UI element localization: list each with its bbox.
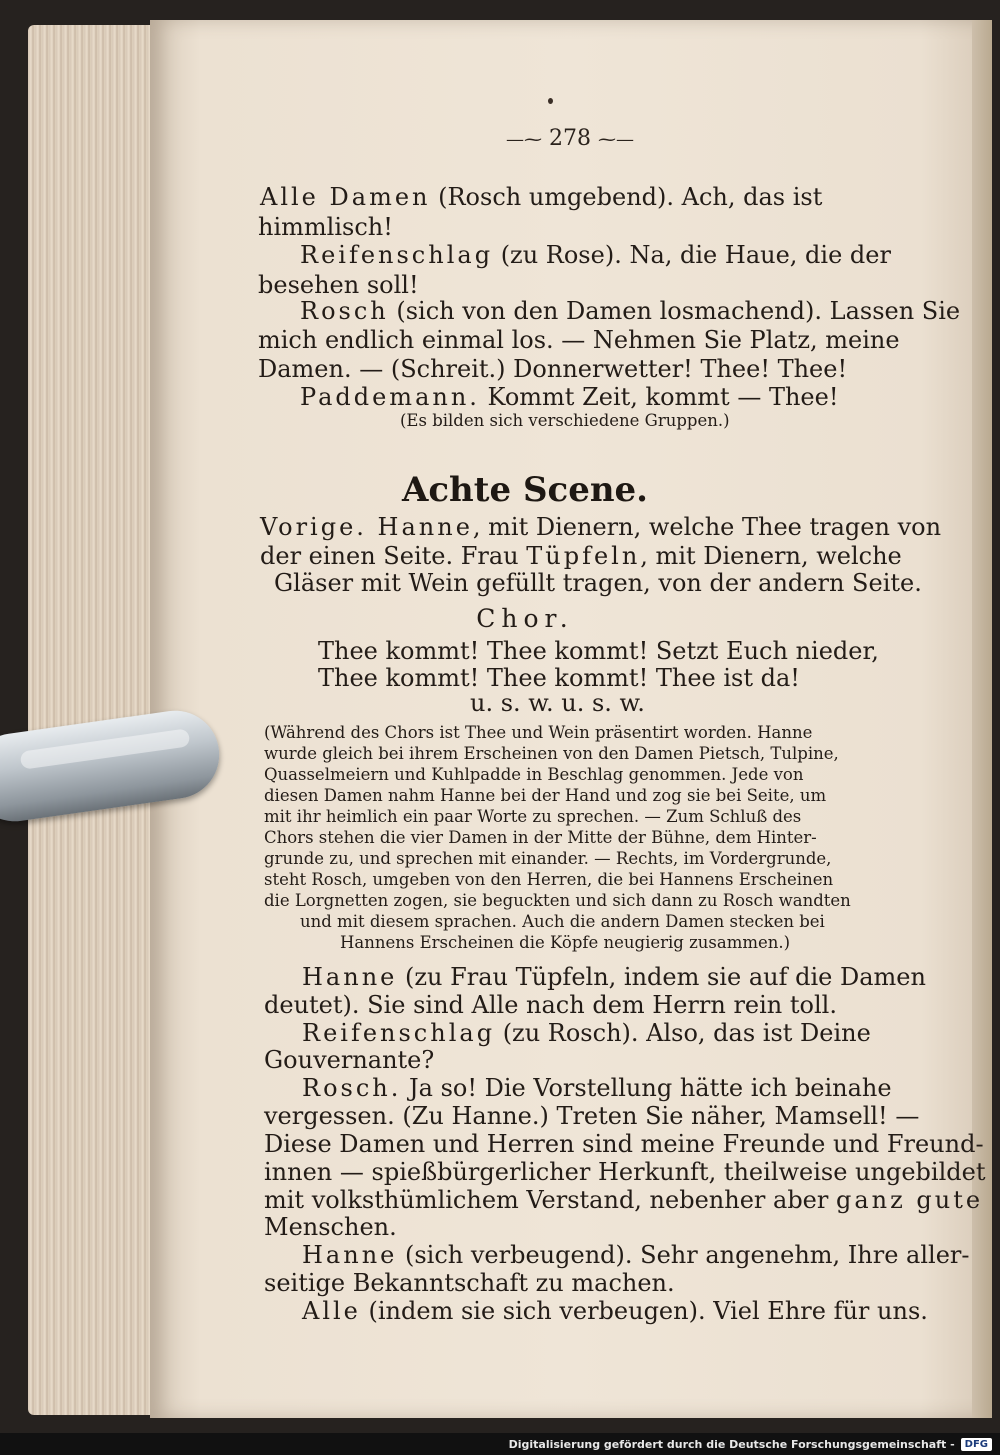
dialogue-text: (sich von den Damen losmachend). Lassen Sie <box>388 297 961 325</box>
stage-direction-line: diesen Damen nahm Hanne bei der Hand und zog sie bei Seite, um <box>264 786 827 805</box>
stage-direction-line: mit ihr heimlich ein paar Worte zu sprechen. — Zum Schluß des <box>264 807 802 826</box>
stage-direction-line: grunde zu, und sprechen mit einander. — Rechts, im Vordergrunde, <box>264 849 832 868</box>
stage-direction-line: die Lorgnetten zogen, sie beguckten und sich dann zu Rosch wandten <box>264 891 851 910</box>
dialogue-text: Ja so! Die Vorstellung hätte ich beinahe <box>401 1074 892 1102</box>
dialogue-text: Kommt Zeit, kommt — Thee! <box>479 383 839 411</box>
page-number <box>480 126 660 151</box>
text-line: deutet). Sie sind Alle nach dem Herrn rein toll. <box>264 991 837 1019</box>
dialogue-text: , mit Dienern, welche <box>640 542 902 570</box>
speaker-name: Alle <box>302 1297 361 1325</box>
text-line <box>300 382 838 412</box>
dialogue-text: der einen Seite. Frau <box>260 542 527 570</box>
footer-credit: Digitalisierung gefördert durch die Deutsche Forschungsgemeinschaft - <box>508 1437 955 1451</box>
dialogue-text: , mit Dienern, welche Thee tragen von <box>472 513 942 541</box>
ornament-left: —⁓ <box>506 129 542 150</box>
dialogue-text: (zu Rose). Na, die Haue, die der <box>493 241 891 269</box>
text-line <box>302 962 926 992</box>
text-line <box>302 1296 928 1326</box>
text-line: seitige Bekanntschaft zu machen. <box>264 1269 675 1297</box>
stage-direction: (Es bilden sich verschiedene Gruppen.) <box>400 411 730 430</box>
text-line <box>300 296 960 326</box>
text-line: Diese Damen und Herren sind meine Freunde und Freund- <box>264 1130 984 1158</box>
text-line: Menschen. <box>264 1213 397 1241</box>
dialogue-text: (indem sie sich verbeugen). Viel Ehre für uns. <box>360 1297 928 1325</box>
dialogue-text: (Rosch umgebend). Ach, das ist <box>430 183 823 211</box>
stage-direction-line: steht Rosch, umgeben von den Herren, die bei Hannens Erscheinen <box>264 870 834 889</box>
speaker-name: Hanne <box>366 513 473 541</box>
text-line: vergessen. (Zu Hanne.) Treten Sie näher, Mamsell! — <box>264 1102 920 1130</box>
text-line: Gläser mit Wein gefüllt tragen, von der andern Seite. <box>274 569 922 597</box>
text-line: mich endlich einmal los. — Nehmen Sie Platz, meine <box>258 326 900 354</box>
dialogue-text: mit volksthümlichem Verstand, nebenher aber <box>264 1186 836 1214</box>
text-line <box>302 1073 892 1103</box>
text-line <box>300 240 891 270</box>
scene-title: Achte Scene. <box>401 470 649 510</box>
stage-direction-line: Quasselmeiern und Kuhlpadde in Beschlag genommen. Jede von <box>264 765 804 784</box>
emphasis-text: ganz gute <box>835 1186 984 1214</box>
speaker-name: Paddemann. <box>300 383 480 411</box>
ornament-right: ⁓— <box>598 129 634 150</box>
text-line: besehen soll! <box>258 271 419 299</box>
dialogue-text: (sich verbeugend). Sehr angenehm, Ihre aller- <box>397 1241 970 1269</box>
page-number-value: 278 <box>549 126 591 151</box>
speaker-name: Rosch. <box>302 1074 402 1102</box>
dialogue-text: (zu Frau Tüpfeln, indem sie auf die Damen <box>397 963 926 991</box>
stage-direction-line: Chors stehen die vier Damen in der Mitte der Bühne, dem Hinter- <box>264 828 817 847</box>
text-line: innen — spießbürgerlicher Herkunft, theilweise ungebildet <box>264 1158 986 1186</box>
text-line <box>302 1240 970 1270</box>
dfg-logo: DFG <box>961 1438 992 1451</box>
text-line <box>264 1185 983 1215</box>
text-line: Damen. — (Schreit.) Donnerwetter! Thee! Thee! <box>258 355 848 383</box>
text-line: himmlisch! <box>258 213 393 241</box>
stage-direction-line: (Während des Chors ist Thee und Wein präsentirt worden. Hanne <box>264 723 813 742</box>
speaker-name: Reifenschlag <box>300 241 494 269</box>
ink-speck <box>548 98 553 104</box>
verse-line: u. s. w. u. s. w. <box>470 689 645 717</box>
speaker-name: Hanne <box>302 1241 398 1269</box>
chorus-heading: Chor. <box>476 604 574 633</box>
verse-line: Thee kommt! Thee kommt! Setzt Euch nieder, <box>318 637 879 665</box>
speaker-name: Rosch <box>300 297 389 325</box>
stage-direction-line: Hannens Erscheinen die Köpfe neugierig zusammen.) <box>340 933 791 952</box>
speaker-name: Tüpfeln <box>526 542 641 570</box>
speaker-name: Hanne <box>302 963 398 991</box>
text-line <box>302 1018 871 1048</box>
text-line: Gouvernante? <box>264 1046 435 1074</box>
footer-bar <box>0 1433 1000 1455</box>
dialogue-text: (zu Rosch). Also, das ist Deine <box>495 1019 871 1047</box>
text-line <box>260 182 822 212</box>
speaker-name: Reifenschlag <box>302 1019 496 1047</box>
stage-direction-line: wurde gleich bei ihrem Erscheinen von den Damen Pietsch, Tulpine, <box>264 744 839 763</box>
speaker-name: Alle Damen <box>260 183 431 211</box>
speaker-name: Vorige. <box>260 513 367 541</box>
verse-line: Thee kommt! Thee kommt! Thee ist da! <box>318 664 800 692</box>
text-line <box>260 512 941 542</box>
text-line <box>260 541 902 571</box>
stage-direction-line: und mit diesem sprachen. Auch die andern Damen stecken bei <box>300 912 825 931</box>
